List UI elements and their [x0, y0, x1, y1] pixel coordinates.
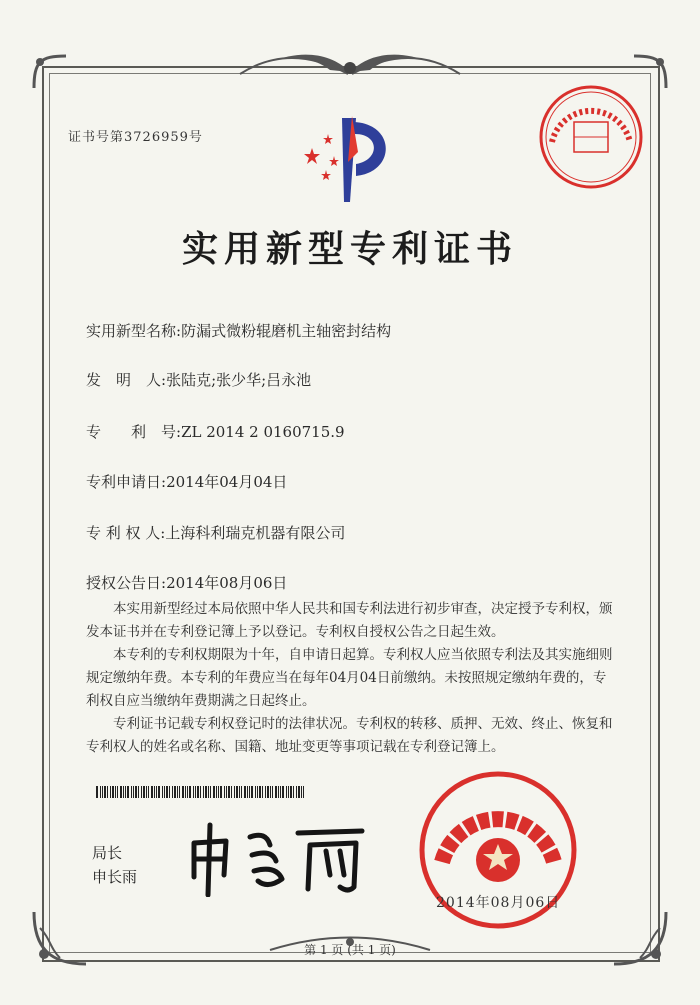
field-value: ZL 2014 2 0160715.9	[181, 423, 345, 441]
field-application-date	[86, 471, 287, 492]
field-label: 专 利 权 人:	[86, 524, 166, 542]
certificate-title: 实用新型专利证书	[181, 228, 518, 270]
field-label: 发 明 人:	[86, 371, 167, 389]
field-grant-date	[86, 572, 287, 593]
field-label: 授权公告日:	[86, 574, 167, 592]
field-value: 2014年08月06日	[166, 574, 288, 592]
field-value: 上海科利瑞克机器有限公司	[165, 524, 346, 542]
field-label: 专 利 号:	[86, 423, 182, 441]
certificate-number: 证书号第3726959号	[68, 130, 203, 145]
signatory-name: 申长雨	[92, 868, 138, 886]
body-paragraph: 本专利的专利权期限为十年，自申请日起算。专利权人应当依照专利法及其实施细则规定缴纳年费。本专利的年费应当在每年04月04日前缴纳。未按照规定缴纳年费的，专利权自应当缴纳年费期满之日起终止。	[86, 647, 613, 709]
field-value: 张陆克;张少华;吕永池	[166, 371, 312, 389]
signatory-title: 局长	[92, 844, 123, 862]
page-footer: 第 1 页 (共 1 页)	[304, 943, 396, 957]
seal-date: 2014年08月06日	[436, 895, 561, 911]
tax-seal-icon	[536, 82, 646, 192]
body-paragraph: 专利证书记载专利权登记时的法律状况。专利权的转移、质押、无效、终止、恢复和专利权人的姓名或名称、国籍、地址变更等事项记载在专利登记簿上。	[86, 716, 613, 755]
handwritten-signature-icon	[180, 815, 370, 897]
field-patentee	[86, 522, 345, 543]
patent-office-logo-icon	[298, 112, 406, 208]
certificate-body	[86, 598, 616, 759]
body-paragraph: 本实用新型经过本局依照中华人民共和国专利法进行初步审查，决定授予专利权，颁发本证书并在专利登记簿上予以登记。专利权自授权公告之日起生效。	[86, 601, 613, 640]
field-value: 2014年04月04日	[166, 473, 288, 491]
field-value: 防漏式微粉辊磨机主轴密封结构	[181, 322, 392, 340]
field-inventors	[86, 369, 311, 390]
field-label: 实用新型名称:	[86, 322, 182, 340]
field-patent-number	[86, 421, 345, 442]
barcode-icon	[96, 786, 306, 798]
top-ornament-icon	[230, 42, 470, 82]
corner-ornament-icon	[30, 52, 70, 92]
corner-ornament-icon	[30, 908, 90, 968]
field-label: 专利申请日:	[86, 473, 167, 491]
corner-ornament-icon	[610, 908, 670, 968]
field-utility-model-name	[86, 320, 391, 341]
